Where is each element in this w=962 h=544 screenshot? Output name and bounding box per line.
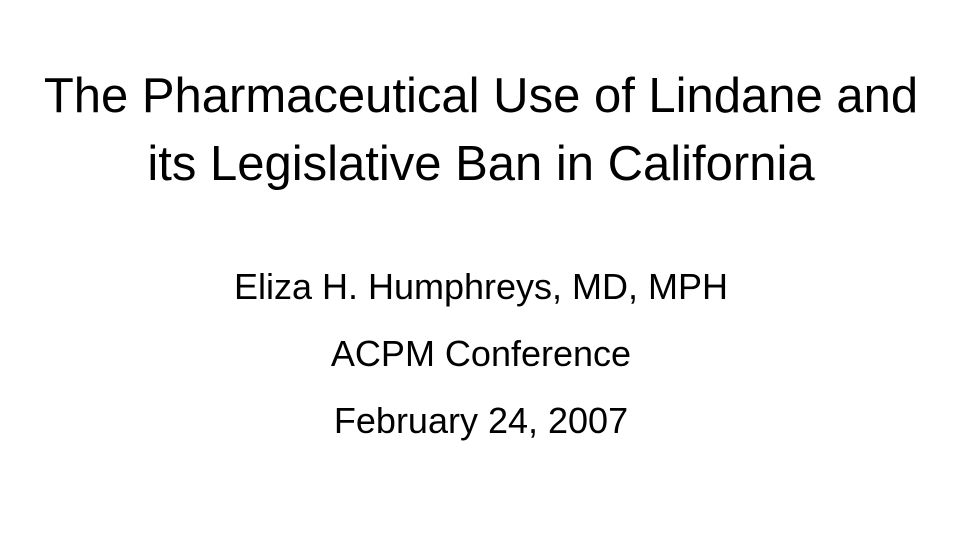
subtitle-date: February 24, 2007 [333, 399, 629, 441]
page-title: The Pharmaceutical Use of Lindane and its Legislative Ban in California [43, 69, 919, 191]
subtitle-author: Eliza H. Humphreys, MD, MPH [233, 265, 729, 307]
subtitle-event: ACPM Conference [330, 332, 632, 374]
slide-subtitle [51, 253, 911, 454]
